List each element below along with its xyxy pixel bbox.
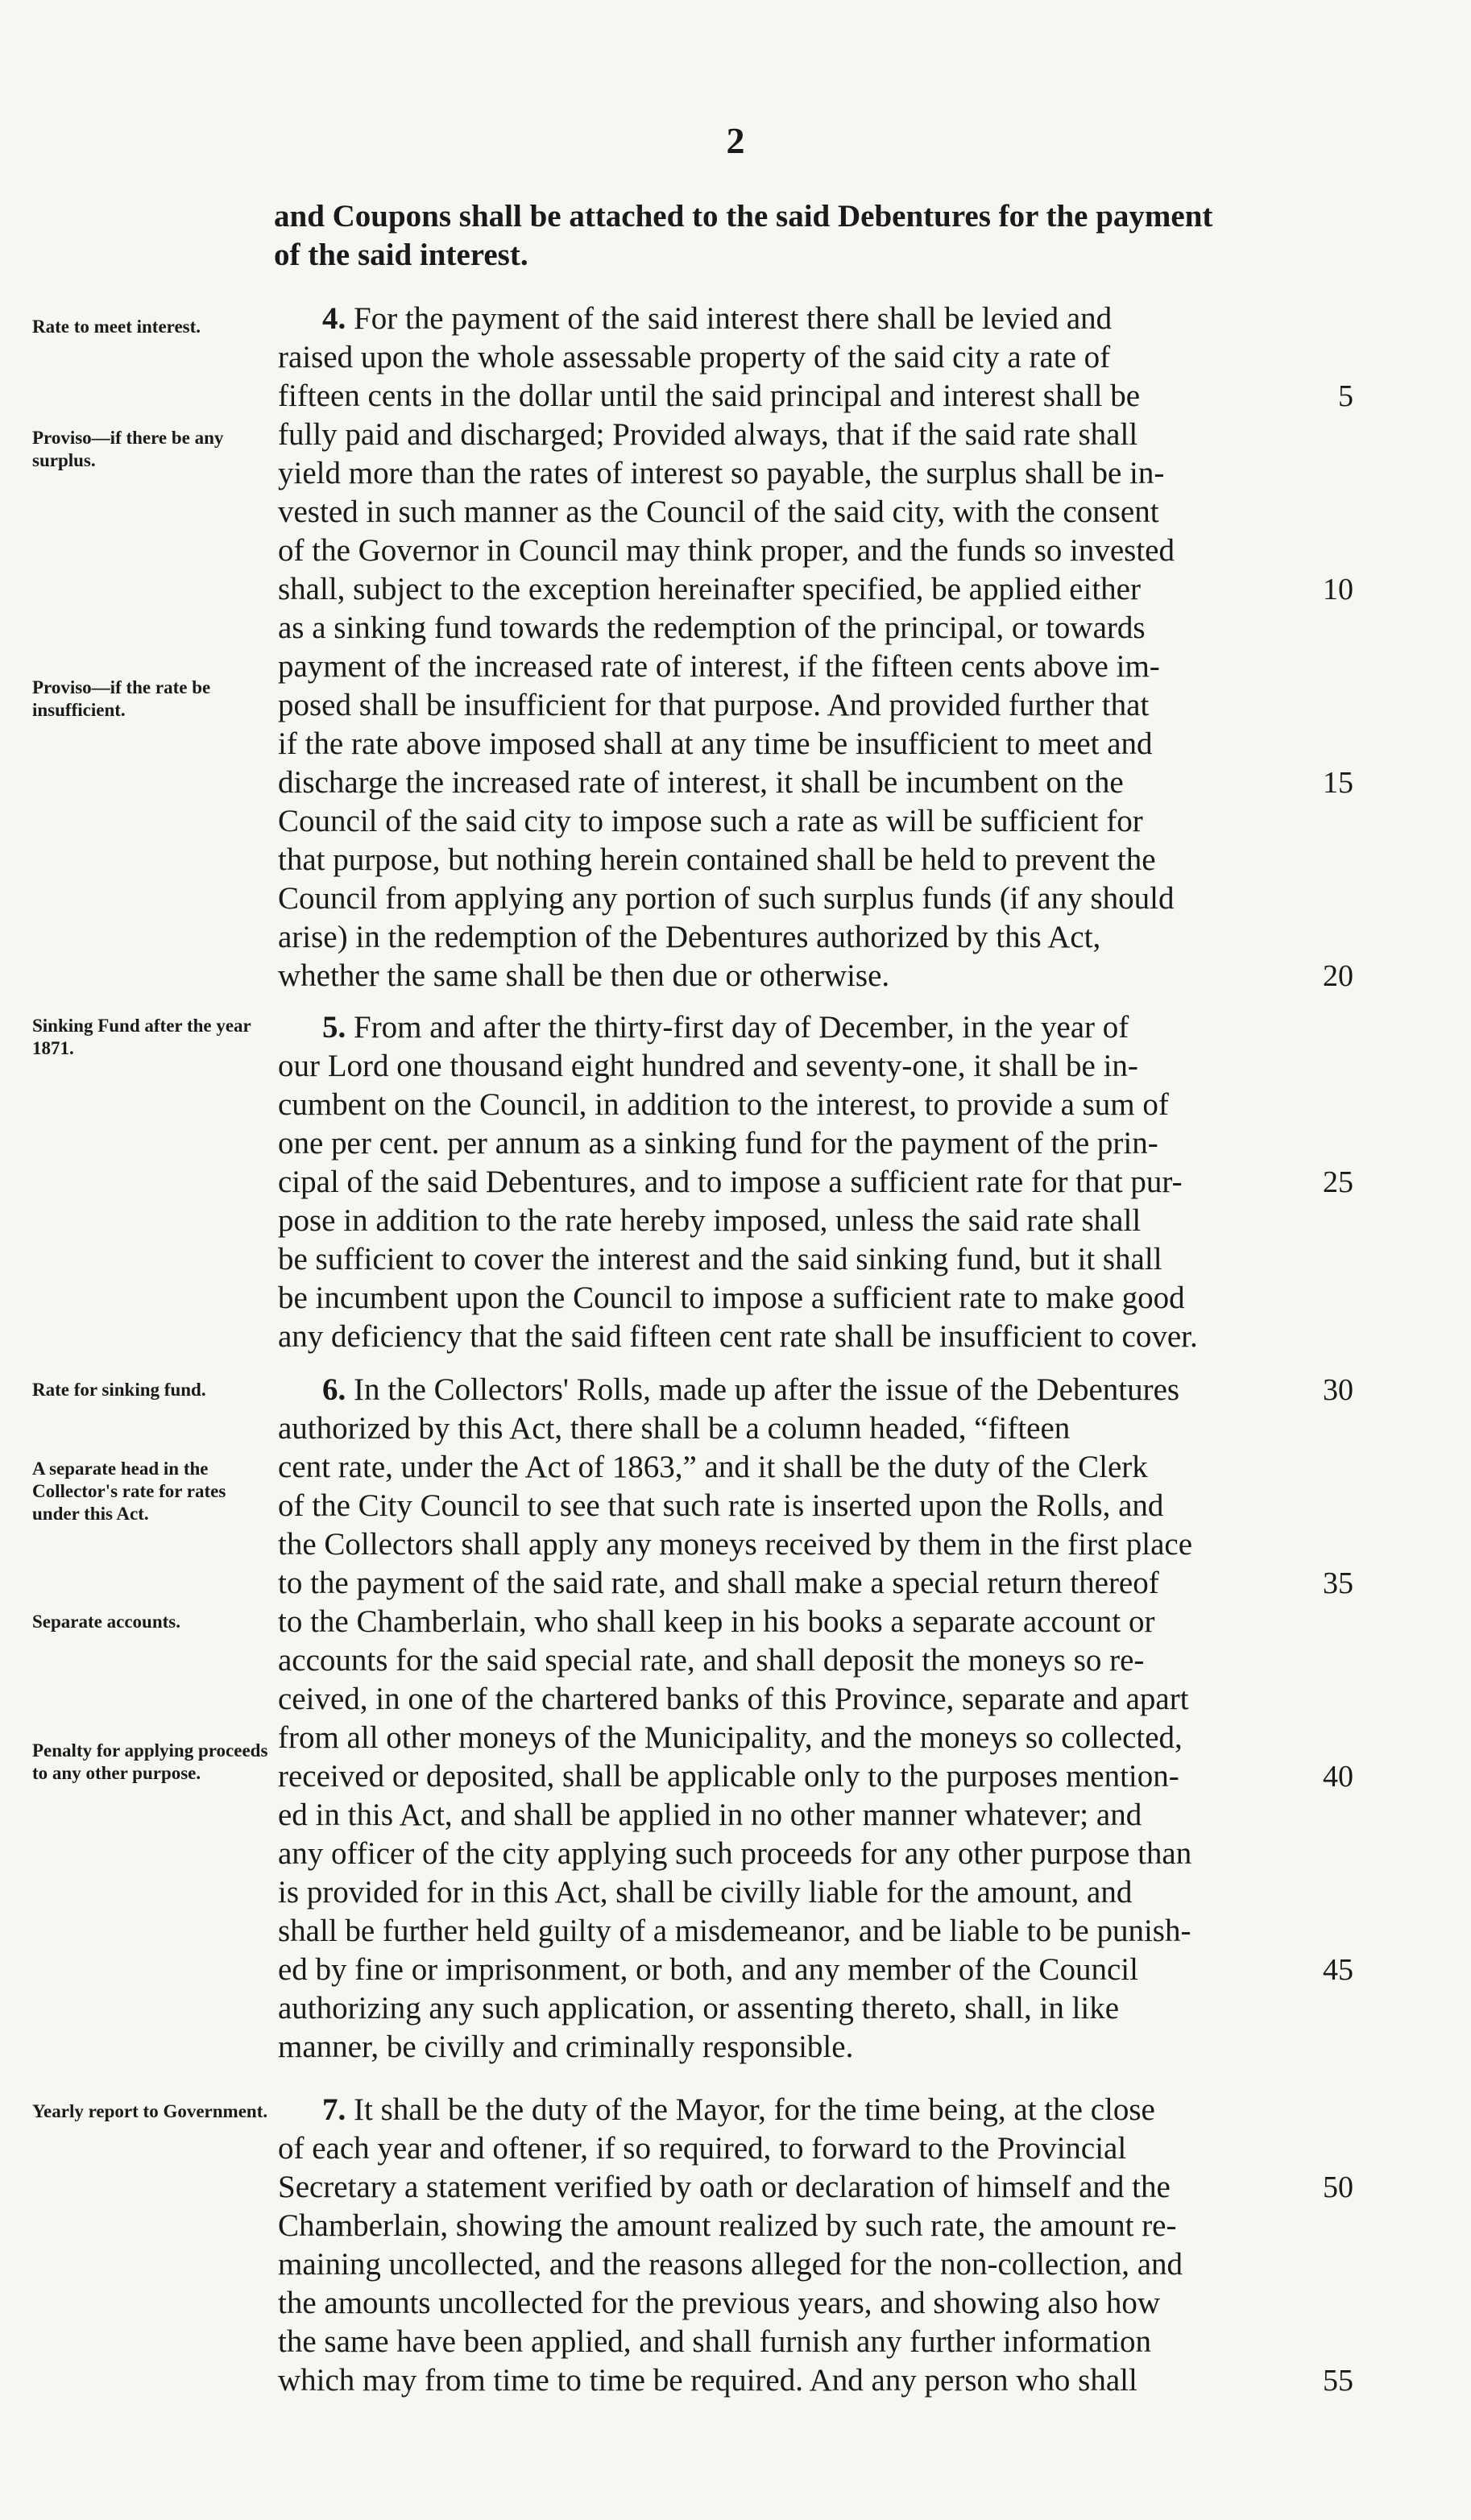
margin-note: A separate head in the Collector's rate for rates under this Act. [32, 1459, 226, 1524]
line-number: 35 [1323, 1566, 1353, 1600]
text-line: Chamberlain, showing the amount realized by such rate, the amount re- [278, 2208, 1177, 2243]
text-line: pose in addition to the rate hereby imposed, unless the said rate shall [278, 1203, 1142, 1238]
text-line: of the City Council to see that such rate is inserted upon the Rolls, and [278, 1488, 1164, 1523]
section-number: 4. [322, 301, 346, 336]
text-line: 5. From and after the thirty-first day of December, in the year of [322, 1010, 1129, 1045]
section-number: 6. [322, 1372, 346, 1407]
text-line: payment of the increased rate of interest, if the fifteen cents above im- [278, 649, 1160, 684]
intro-line: and Coupons shall be attached to the said Debentures for the payment [274, 199, 1213, 234]
text-line: shall, subject to the exception hereinafter specified, be applied either [278, 572, 1141, 606]
text-line: ed in this Act, and shall be applied in no other manner whatever; and [278, 1798, 1142, 1832]
text-line: Council of the said city to impose such a rate as will be sufficient for [278, 804, 1143, 838]
text-line: maining uncollected, and the reasons alleged for the non-collection, and [278, 2247, 1183, 2282]
text-line: 4. For the payment of the said interest there shall be levied and [322, 301, 1113, 336]
text-line: vested in such manner as the Council of the said city, with the consent [278, 494, 1159, 529]
line-number: 20 [1323, 959, 1353, 993]
section-number: 5. [322, 1010, 346, 1045]
margin-note: Rate for sinking fund. [32, 1380, 206, 1400]
text-line: 7. It shall be the duty of the Mayor, for the time being, at the close [322, 2092, 1155, 2127]
line-number: 40 [1323, 1760, 1353, 1794]
text-line: of each year and oftener, if so required, to forward to the Provincial [278, 2131, 1127, 2166]
margin-note: Penalty for applying proceeds to any other purpose. [32, 1740, 268, 1783]
text-line: manner, be civilly and criminally responsible. [278, 2030, 854, 2064]
text-line: Council from applying any portion of such surplus funds (if any should [278, 881, 1175, 916]
text-line: raised upon the whole assessable property of the said city a rate of [278, 340, 1111, 374]
line-number: 45 [1323, 1953, 1353, 1987]
text-line: accounts for the said special rate, and shall deposit the moneys so re- [278, 1643, 1145, 1678]
line-number: 15 [1323, 766, 1353, 800]
text-line: the same have been applied, and shall furnish any further information [278, 2324, 1152, 2359]
text-line: ed by fine or imprisonment, or both, and any member of the Council [278, 1952, 1138, 1987]
margin-note: Separate accounts. [32, 1612, 180, 1632]
text-line: of the Governor in Council may think proper, and the funds so invested [278, 533, 1175, 568]
text-line: to the Chamberlain, who shall keep in his books a separate account or [278, 1604, 1155, 1639]
text-line: from all other moneys of the Municipality, and the moneys so collected, [278, 1720, 1183, 1755]
intro-line: of the said interest. [274, 238, 528, 272]
text-line: authorizing any such application, or assenting thereto, shall, in like [278, 1991, 1120, 2026]
section-number: 7. [322, 2092, 346, 2127]
text-line: any deficiency that the said fifteen cent rate shall be insufficient to cover. [278, 1319, 1198, 1354]
margin-note: Proviso—if the rate be insufficient. [32, 677, 211, 720]
text-line: cumbent on the Council, in addition to the interest, to provide a sum of [278, 1087, 1169, 1122]
text-line: which may from time to time be required. And any person who shall [278, 2363, 1137, 2398]
text-line: that purpose, but nothing herein contained shall be held to prevent the [278, 842, 1156, 877]
line-number: 10 [1323, 573, 1353, 606]
text-line: 6. In the Collectors' Rolls, made up after the issue of the Debentures [322, 1372, 1180, 1407]
text-line: Secretary a statement verified by oath or declaration of himself and the [278, 2170, 1171, 2204]
text-line: as a sinking fund towards the redemption of the principal, or towards [278, 610, 1146, 645]
line-number: 50 [1323, 2170, 1353, 2204]
margin-note: Sinking Fund after the year 1871. [32, 1016, 251, 1058]
text-line: cipal of the said Debentures, and to impose a sufficient rate for that pur- [278, 1165, 1183, 1199]
text-line: received or deposited, shall be applicable only to the purposes mention- [278, 1759, 1179, 1794]
line-number: 5 [1338, 379, 1353, 413]
text-line: the Collectors shall apply any moneys received by them in the first place [278, 1527, 1192, 1562]
line-number: 55 [1323, 2364, 1353, 2398]
page-number: 2 [726, 120, 745, 161]
text-line: arise) in the redemption of the Debentures authorized by this Act, [278, 920, 1101, 954]
line-number: 30 [1323, 1373, 1353, 1407]
text-line: ceived, in one of the chartered banks of this Province, separate and apart [278, 1682, 1189, 1716]
text-line: fully paid and discharged; Provided always, that if the said rate shall [278, 417, 1138, 452]
margin-note: Rate to meet interest. [32, 317, 201, 337]
text-line: whether the same shall be then due or otherwise. [278, 958, 890, 993]
text-line: one per cent. per annum as a sinking fund for the payment of the prin- [278, 1126, 1158, 1161]
line-number: 25 [1323, 1165, 1353, 1199]
text-line: posed shall be insufficient for that purpose. And provided further that [278, 688, 1150, 722]
text-line: shall be further held guilty of a misdemeanor, and be liable to be punish- [278, 1914, 1191, 1948]
text-line: be sufficient to cover the interest and the said sinking fund, but it shall [278, 1242, 1162, 1277]
text-line: authorized by this Act, there shall be a column headed, “fifteen [278, 1411, 1071, 1446]
text-line: our Lord one thousand eight hundred and seventy-one, it shall be in- [278, 1049, 1138, 1083]
margin-note: Proviso—if there be any surplus. [32, 428, 224, 470]
text-line: discharge the increased rate of interest, it shall be incumbent on the [278, 765, 1124, 800]
text-line: the amounts uncollected for the previous years, and showing also how [278, 2286, 1160, 2320]
text-line: yield more than the rates of interest so payable, the surplus shall be in- [278, 456, 1165, 490]
text-line: be incumbent upon the Council to impose a sufficient rate to make good [278, 1281, 1185, 1315]
text-line: any officer of the city applying such proceeds for any other purpose than [278, 1836, 1192, 1871]
text-line: is provided for in this Act, shall be civilly liable for the amount, and [278, 1875, 1133, 1910]
text-line: if the rate above imposed shall at any time be insufficient to meet and [278, 726, 1153, 761]
text-line: fifteen cents in the dollar until the said principal and interest shall be [278, 379, 1141, 413]
margin-note: Yearly report to Government. [32, 2101, 268, 2121]
text-line: cent rate, under the Act of 1863,” and it shall be the duty of the Clerk [278, 1450, 1148, 1484]
text-line: to the payment of the said rate, and shall make a special return thereof [278, 1566, 1159, 1600]
